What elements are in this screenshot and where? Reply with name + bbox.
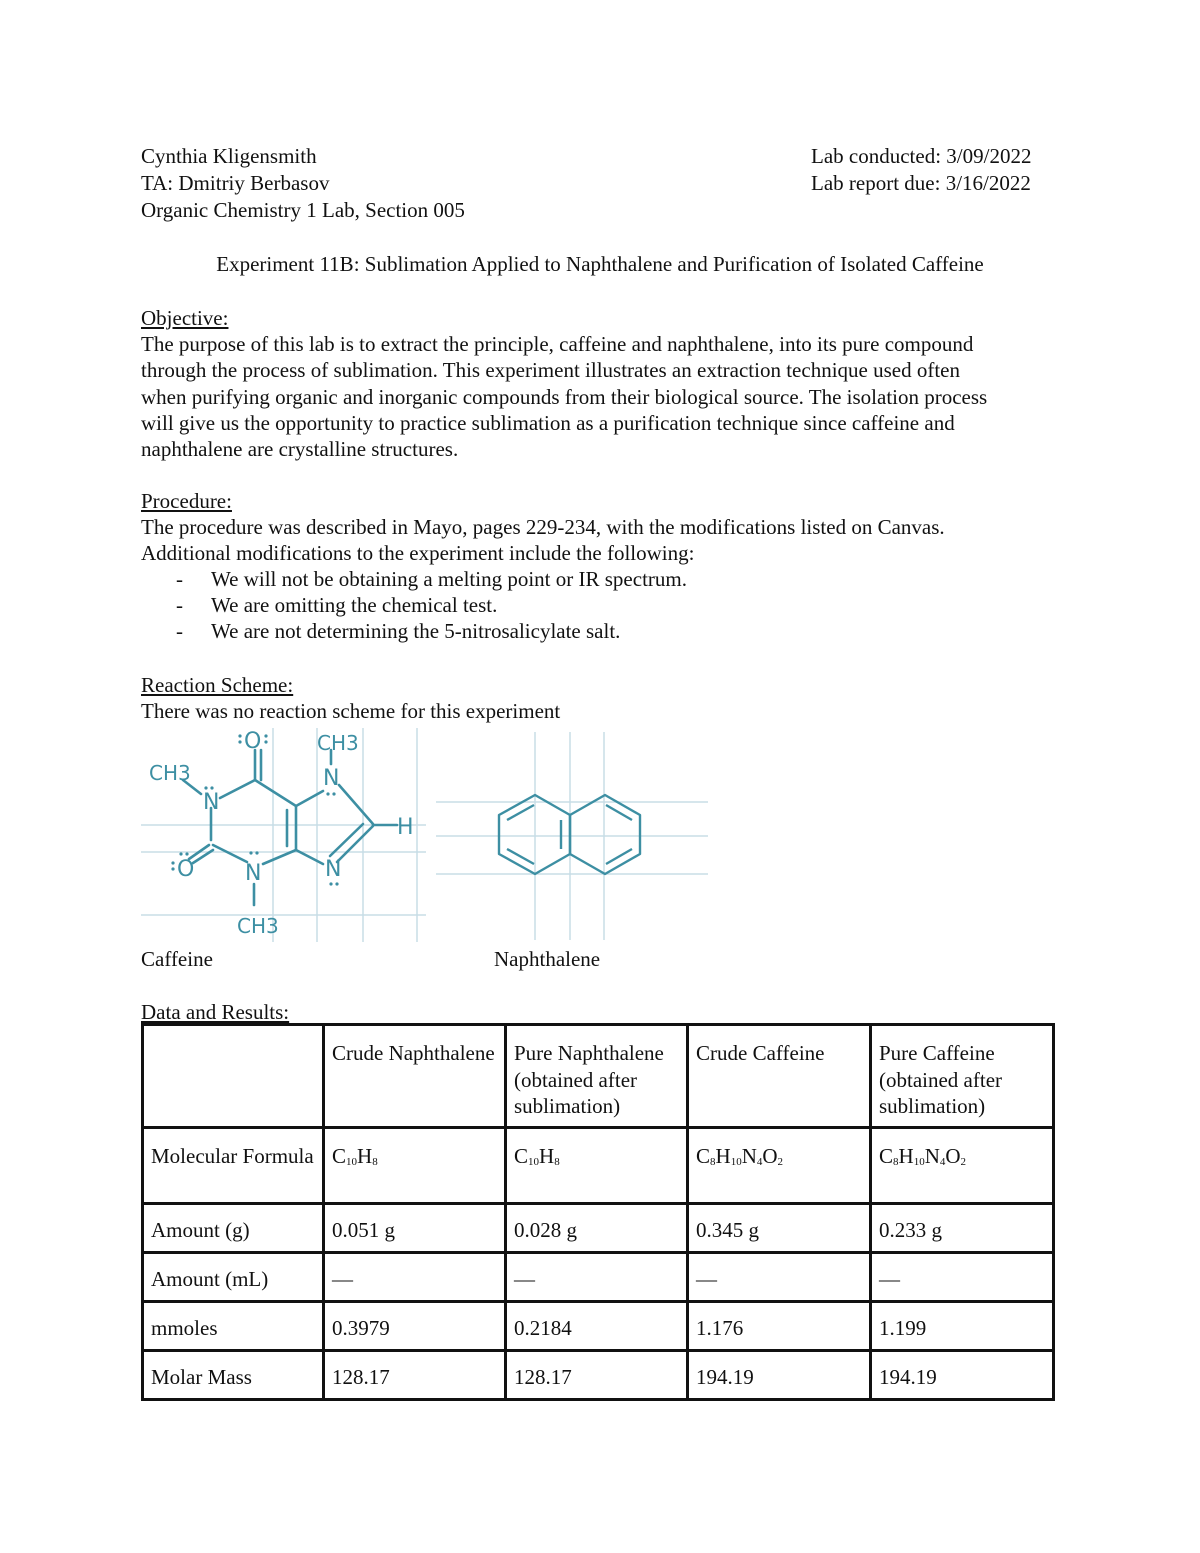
procedure-line: The procedure was described in Mayo, pages 229-234, with the modifications listed on Canvas. xyxy=(141,515,945,539)
table-cell: 194.19 xyxy=(871,1351,1054,1400)
hydrogen-label: H xyxy=(397,815,414,840)
bullet-marker: - xyxy=(176,619,183,643)
bullet-text: We are not determining the 5-nitrosalicylate salt. xyxy=(211,619,621,643)
table-cell: 0.2184 xyxy=(506,1302,688,1351)
naphthalene-caption: Naphthalene xyxy=(494,947,601,971)
table-cell: — xyxy=(324,1253,506,1302)
bullet-marker: - xyxy=(176,567,183,591)
nitrogen-label: N xyxy=(203,790,220,815)
row-label: Amount (mL) xyxy=(143,1253,324,1302)
table-cell: 1.199 xyxy=(871,1302,1054,1351)
bullet-text: We are omitting the chemical test. xyxy=(211,593,498,617)
objective-line: The purpose of this lab is to extract the principle, caffeine and naphthalene, into its pure compound xyxy=(141,332,974,356)
table-row xyxy=(143,1253,1054,1302)
formula-cell: $C_{10}H_8$ xyxy=(506,1128,688,1204)
bullet-text: We will not be obtaining a melting point or IR spectrum. xyxy=(211,567,687,591)
table-header-cell: Pure Naphthalene (obtained after sublimation) xyxy=(506,1025,688,1128)
table-header-cell: Crude Caffeine xyxy=(688,1025,871,1128)
caffeine-atom-labels xyxy=(149,729,414,938)
formula-cell: $C_8H_{10}N_4O_2$ xyxy=(871,1128,1054,1204)
nitrogen-label: N xyxy=(245,861,262,886)
table-row xyxy=(143,1302,1054,1351)
reaction-text: There was no reaction scheme for this experiment xyxy=(141,699,561,723)
experiment-title: Experiment 11B: Sublimation Applied to Naphthalene and Purification of Isolated Caffeine xyxy=(216,252,984,276)
table-cell: 0.233 g xyxy=(871,1204,1054,1253)
formula-cell: $C_8H_{10}N_4O_2$ xyxy=(688,1128,871,1204)
methyl-label: CH3 xyxy=(149,761,191,785)
formula-cell: $C_{10}H_8$ xyxy=(324,1128,506,1204)
procedure-heading: Procedure: xyxy=(141,489,232,513)
objective-line: naphthalene are crystalline structures. xyxy=(141,437,459,461)
lab-conducted-date: Lab conducted: 3/09/2022 xyxy=(811,144,1032,168)
oxygen-label: O xyxy=(177,857,195,882)
nitrogen-label: N xyxy=(323,766,340,791)
procedure-line: Additional modifications to the experiment include the following: xyxy=(141,541,695,565)
naphthalene-structure-image xyxy=(436,732,708,940)
table-cell: 0.345 g xyxy=(688,1204,871,1253)
table-header-row xyxy=(143,1025,1054,1128)
table-header-cell xyxy=(143,1025,324,1128)
caffeine-structure-image xyxy=(141,728,426,942)
table-row xyxy=(143,1204,1054,1253)
methyl-label: CH3 xyxy=(237,914,279,938)
reaction-heading: Reaction Scheme: xyxy=(141,673,294,697)
bullet-marker: - xyxy=(176,593,183,617)
ta-name: TA: Dmitriy Berbasov xyxy=(141,171,330,195)
row-label: Molecular Formula xyxy=(143,1128,324,1204)
table-cell: — xyxy=(871,1253,1054,1302)
table-cell: 1.176 xyxy=(688,1302,871,1351)
table-cell: 194.19 xyxy=(688,1351,871,1400)
row-label: mmoles xyxy=(143,1302,324,1351)
graph-paper-grid xyxy=(436,732,708,940)
row-label: Molar Mass xyxy=(143,1351,324,1400)
table-row xyxy=(143,1128,1054,1204)
table-cell: — xyxy=(506,1253,688,1302)
objective-line: will give us the opportunity to practice sublimation as a purification technique since caffeine and xyxy=(141,411,955,435)
objective-line: when purifying organic and inorganic compounds from their biological source. The isolation process xyxy=(141,385,988,409)
caffeine-caption: Caffeine xyxy=(141,947,213,971)
oxygen-label: O xyxy=(244,729,262,754)
table-cell: — xyxy=(688,1253,871,1302)
table-header-cell: Pure Caffeine (obtained after sublimation) xyxy=(871,1025,1054,1128)
row-label: Amount (g) xyxy=(143,1204,324,1253)
table-cell: 128.17 xyxy=(324,1351,506,1400)
table-row xyxy=(143,1351,1054,1400)
results-table xyxy=(141,1023,1055,1401)
course-section: Organic Chemistry 1 Lab, Section 005 xyxy=(141,198,465,222)
nitrogen-label: N xyxy=(325,857,342,882)
table-cell: 128.17 xyxy=(506,1351,688,1400)
table-header-cell: Crude Naphthalene xyxy=(324,1025,506,1128)
lab-due-date: Lab report due: 3/16/2022 xyxy=(811,171,1031,195)
table-cell: 0.028 g xyxy=(506,1204,688,1253)
caffeine-bonds xyxy=(183,750,397,905)
table-cell: 0.3979 xyxy=(324,1302,506,1351)
objective-heading: Objective: xyxy=(141,306,229,330)
author-name: Cynthia Kligensmith xyxy=(141,144,317,168)
table-cell: 0.051 g xyxy=(324,1204,506,1253)
data-results-heading: Data and Results: xyxy=(141,1000,290,1024)
methyl-label: CH3 xyxy=(317,731,359,755)
objective-line: through the process of sublimation. This experiment illustrates an extraction technique used often xyxy=(141,358,960,382)
